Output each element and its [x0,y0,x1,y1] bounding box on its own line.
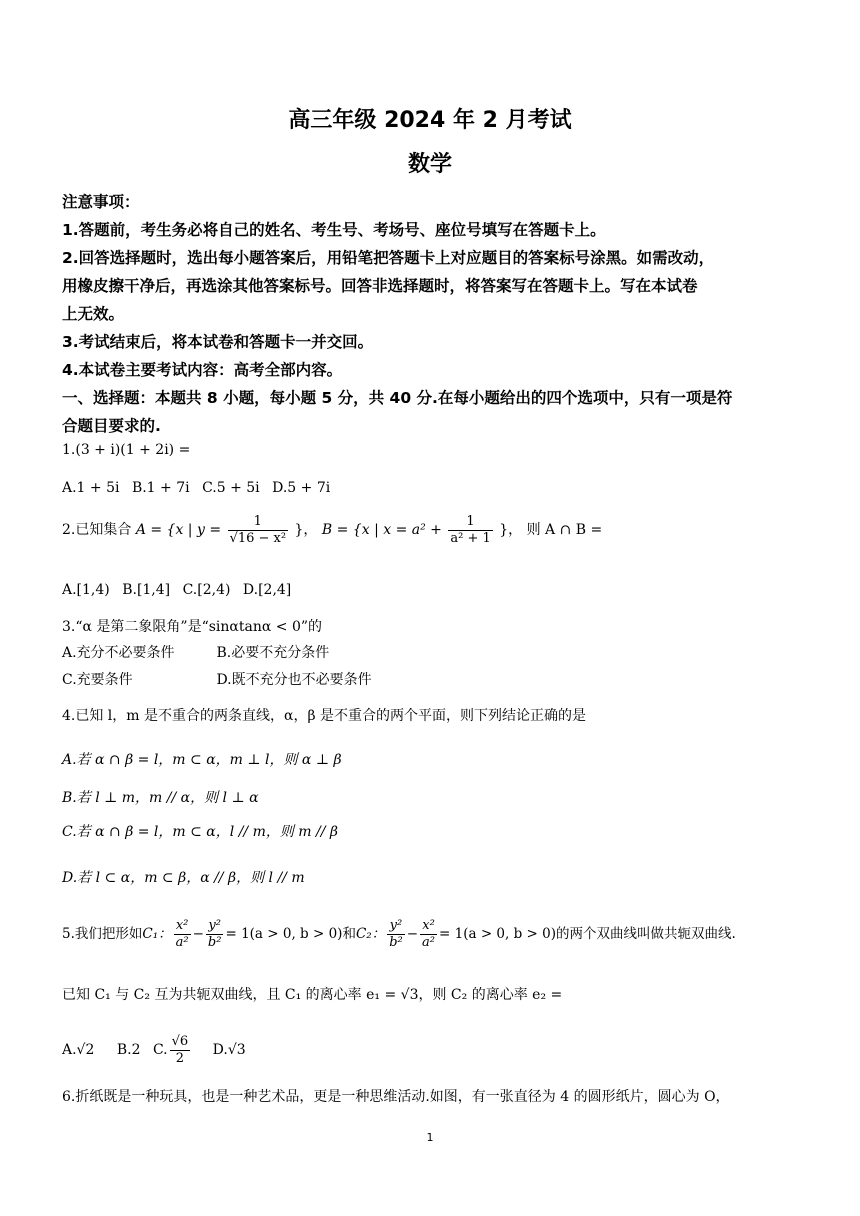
page-number: 1 [426,1131,434,1144]
question-5-line2: 已知 C₁ 与 C₂ 互为共轭双曲线，且 C₁ 的离心率 e₁ = √3，则 C₂ 的离心率 e₂ = [62,987,563,1003]
q2-setA-lhs: A = {x | y = [135,522,222,538]
q2-setB-fraction [448,514,492,547]
q5-x2: x² [174,918,191,935]
option-c: C.若 α ∩ β = l，m ⊂ α，l // m，则 m // β [62,824,339,840]
q5-c2-frac2 [420,918,437,951]
exam-subject: 数学 [407,152,452,177]
question-6-stem: 6.折纸既是一种玩具，也是一种艺术品，更是一种思维活动.如图，有一张直径为 4 的圆形纸片，圆心为 O， [62,1089,730,1105]
option-c: C.5 + 5i [202,480,260,496]
option-c-den: 2 [175,1050,185,1066]
q2-suffix: 则 A ∩ B = [526,522,603,538]
q5-eq1-tail: = 1(a > 0, b > 0) [225,926,343,942]
option-d: D.[2,4] [242,582,292,598]
q5-a2: a² [175,935,189,950]
q5-prefix: 5.我们把形如 [62,926,143,942]
option-c-num: √6 [171,1033,189,1049]
option-a: A.若 α ∩ β = l，m ⊂ α，m ⊥ l，则 α ⊥ β [62,752,342,768]
notes-item: 4.本试卷主要考试内容：高考全部内容。 [62,361,343,379]
option-b: B.2 [116,1042,141,1058]
q5-a2: a² [422,935,436,950]
q2-setA-fraction [228,514,289,547]
q5-y2: y² [387,918,405,935]
option-a: A.1 + 5i [62,480,120,496]
question-2-stem [62,510,802,550]
option-c-label: C. [152,1042,168,1058]
question-3-stem: 3.“α 是第二象限角”是“sinαtanα < 0”的 [62,619,323,635]
option-a: A.[1,4) [62,582,110,598]
option-d: D.既不充分也不必要条件 [216,672,372,688]
q5-c2: C₂： [355,926,386,942]
notes-heading: 注意事项： [62,193,140,211]
option-b: B.必要不充分条件 [216,645,330,661]
q5-x2: x² [420,918,437,935]
option-d: D.5 + 7i [272,480,331,496]
notes-item: 用橡皮擦干净后，再选涂其他答案标号。回答非选择题时，将答案写在答题卡上。写在本试卷 [62,277,698,295]
q5-b2: b² [207,935,222,950]
q5-y2: y² [206,918,224,935]
question-1-stem: 1.(3 + i)(1 + 2i) = [62,442,191,458]
option-d: D.若 l ⊂ α，m ⊂ β，α // β，则 l // m [62,870,305,886]
option-c: C.[2,4) [182,582,231,598]
q2-setA-close: }， [294,522,318,538]
q2-prefix: 2.已知集合 [62,522,132,538]
question-4-stem: 4.已知 l，m 是不重合的两条直线，α，β 是不重合的两个平面，则下列结论正确的是 [62,708,587,724]
notes-item: 2.回答选择题时，选出每小题答案后，用铅笔把答题卡上对应题目的答案标号涂黑。如需改动， [62,249,715,267]
notes-item: 3.考试结束后，将本试卷和答题卡一并交回。 [62,333,374,351]
exam-title: 高三年级 2024 年 2 月考试 [288,108,572,133]
question-2-options [62,580,802,600]
option-a: A.充分不必要条件 [62,645,175,661]
option-b: B.若 l ⊥ m，m // α，则 l ⊥ α [62,790,259,806]
option-b: B.1 + 7i [131,480,190,496]
q5-suffix: 的两个双曲线叫做共轭双曲线. [555,926,736,942]
q5-c1-frac2 [206,918,224,951]
q5-b2: b² [389,935,403,950]
q5-c1: C₁： [142,926,172,942]
option-c: C.充要条件 [62,672,133,688]
q2-setB-lhs: B = {x | x = a² + [321,522,442,538]
question-5-options [62,1030,802,1070]
q2-setA-den: √16 − x² [229,530,287,546]
question-5-stem: 5.我们把形如C₁： $\frac{\text{x²}}{\text{a²}}$ − $\frac{\text{y²}}{\text{b²}}$ = 1(a > 0, b > 0)和C₂： $\frac{\text{y²}}{\text{b²}}$ − $\frac{\text{x²}}{\text{a²}}$ = 1(a > 0, b > 0)的两个双曲线叫做共轭双曲线. [62,918,736,950]
section-heading-cont: 合题目要求的. [62,417,161,435]
option-d: D.√3 [212,1042,246,1058]
q5-and: 和 [342,926,356,942]
q5-eq2-tail: = 1(a > 0, b > 0) [439,926,556,942]
notes-item: 上无效。 [62,305,125,323]
q2-setB-den: a² + 1 [450,530,491,546]
q5-c2-frac1 [387,918,405,951]
option-b: B.[1,4] [122,582,171,598]
option-a: A.√2 [62,1042,95,1058]
notes-item: 1.答题前，考生务必将自己的姓名、考生号、考场号、座位号填写在答题卡上。 [62,221,606,239]
question-1-options [62,478,802,498]
q2-setB-close: }， [499,522,523,538]
question-3-options-row1 [62,643,802,663]
question-3-options-row2 [62,670,802,690]
exam-notes [62,188,802,440]
q2-setA-num: 1 [228,514,289,531]
option-c-fraction [170,1034,191,1067]
q5-c1-frac1 [174,918,191,951]
q2-setB-num: 1 [448,514,492,531]
section-heading: 一、选择题：本题共 8 小题，每小题 5 分，共 40 分.在每小题给出的四个选项中，只有一项是符 [62,389,733,407]
